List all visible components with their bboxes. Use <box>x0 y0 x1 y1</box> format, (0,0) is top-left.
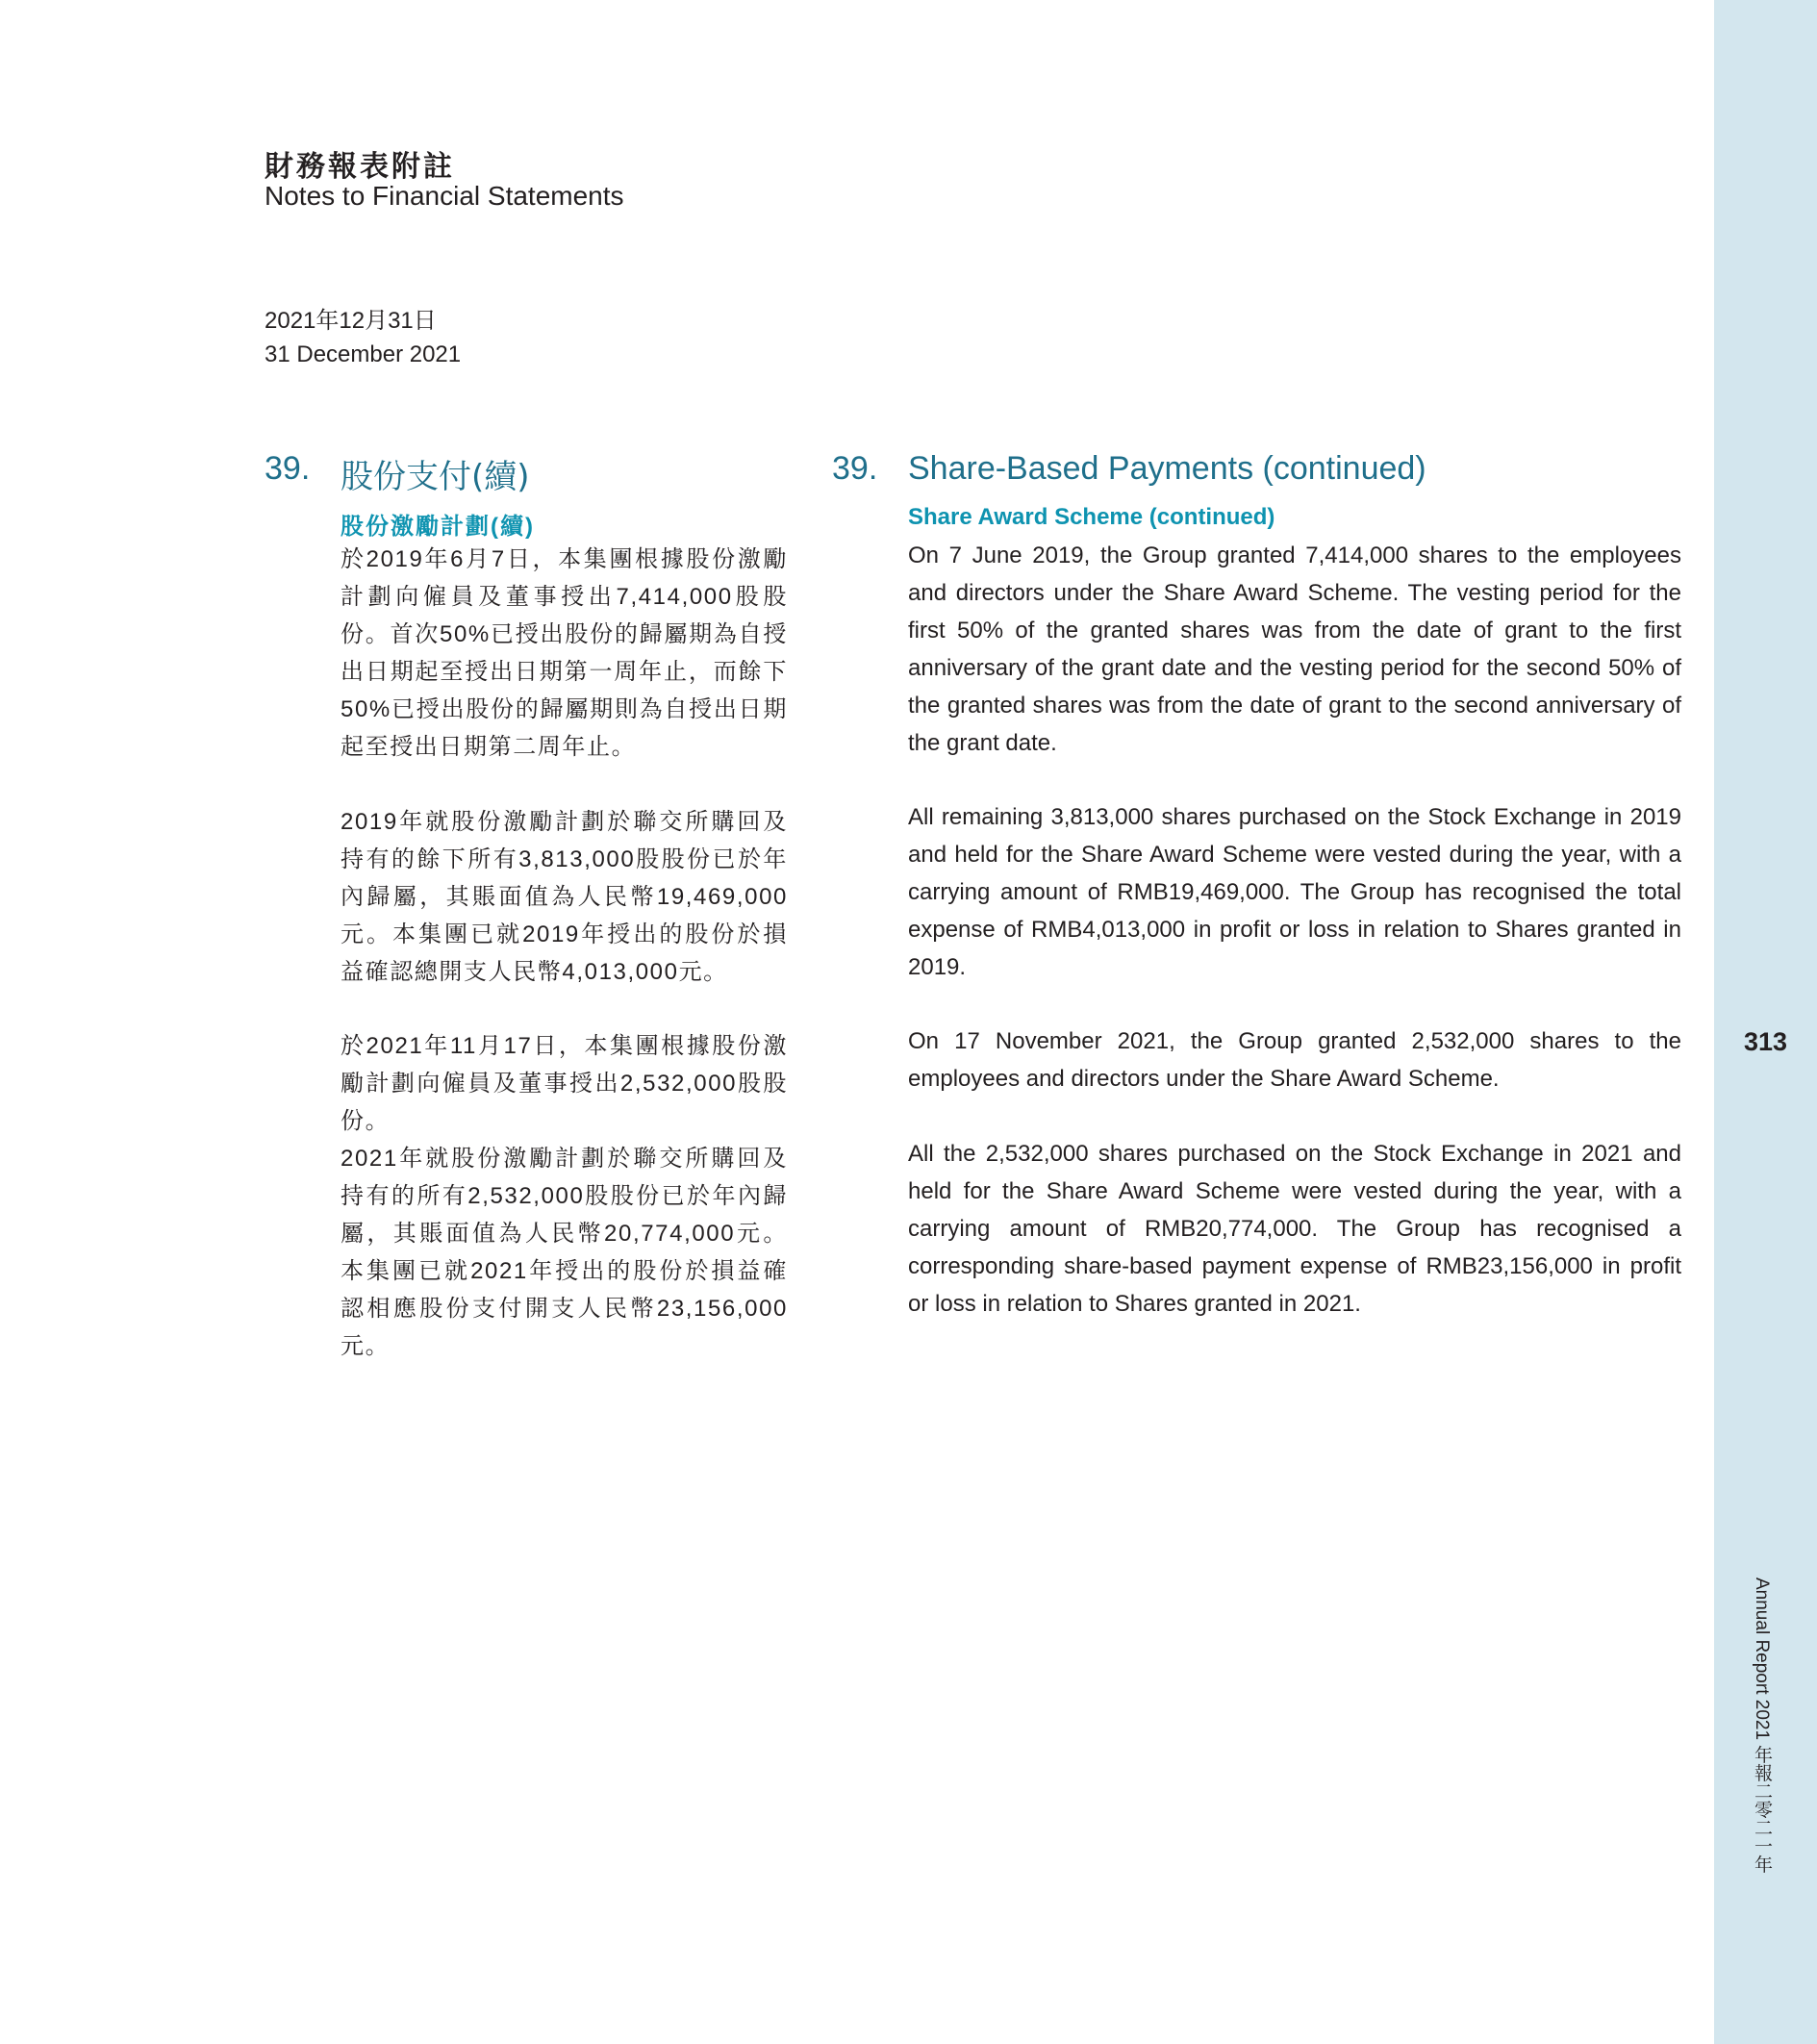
paragraph-en-4: All the 2,532,000 shares purchased on the Stock Exchange in 2021 and held for the Share Award Scheme were vested during the year, with a carrying amount of RMB20,774,000. The Group has recognised a corresponding share-based payment expense of RMB23,156,000 in profit or loss in relation to Shares granted in 2021. <box>908 1141 1681 1317</box>
paragraph-cn-4: 2021年就股份激勵計劃於聯交所購回及持有的所有2,532,000股股份已於年內歸屬，其賬面值為人民幣20,774,000元。本集團已就2021年授出的股份於損益確認相應股份支付開支人民幣23,156,000元。 <box>341 1146 788 1359</box>
paragraph-cn-3: 於2021年11月17日，本集團根據股份激勵計劃向僱員及董事授出2,532,000股股份。 <box>341 1033 788 1134</box>
paragraph-en-3: On 17 November 2021, the Group granted 2,532,000 shares to the employees and directors under the Share Award Scheme. <box>908 1028 1681 1092</box>
page-number: 313 <box>1743 1027 1788 1056</box>
paragraph-en-1: On 7 June 2019, the Group granted 7,414,000 shares to the employees and directors under the Share Award Scheme. The vesting period for the first 50% of the granted shares was from the date of grant to the first anniversary of the grant date and the vesting period for the second 50% of the granted shares was from the date of grant to the second anniversary of the grant date. <box>908 543 1681 756</box>
date-cn: 2021年12月31日 <box>265 308 437 334</box>
annual-report-caption: Annual Report 2021 年報二零二一年 <box>1752 1577 1772 1874</box>
page-header-en: Notes to Financial Statements <box>265 181 624 211</box>
subtitle-en: Share Award Scheme (continued) <box>908 504 1275 530</box>
subtitle-cn: 股份激勵計劃(續) <box>341 514 535 540</box>
paragraph-cn-1: 於2019年6月7日，本集團根據股份激勵計劃向僱員及董事授出7,414,000股股份。首次50%已授出股份的歸屬期為自授出日期起至授出日期第一周年止，而餘下50%已授出股份的歸屬期則為自授出日期起至授出日期第二周年止。 <box>341 546 788 760</box>
section-number-cn: 39. <box>265 450 311 487</box>
paragraph-cn-2: 2019年就股份激勵計劃於聯交所購回及持有的餘下所有3,813,000股股份已於年內歸屬，其賬面值為人民幣19,469,000元。本集團已就2019年授出的股份於損益確認總開支人民幣4,013,000元。 <box>341 809 788 985</box>
section-number-en: 39. <box>832 450 878 487</box>
date-en: 31 December 2021 <box>265 341 462 367</box>
page-header-cn: 財務報表附註 <box>265 150 455 184</box>
section-title-en: Share-Based Payments (continued) <box>908 450 1426 487</box>
section-title-cn: 股份支付(續) <box>341 458 530 496</box>
paragraph-en-2: All remaining 3,813,000 shares purchased on the Stock Exchange in 2019 and held for the Share Award Scheme were vested during the year, with a carrying amount of RMB19,469,000. The Group has recognised the total expense of RMB4,013,000 in profit or loss in relation to Shares granted in 2019. <box>908 804 1681 980</box>
